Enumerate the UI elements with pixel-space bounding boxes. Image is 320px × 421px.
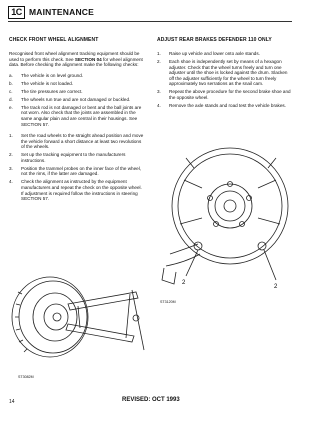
page-title: MAINTENANCE (29, 7, 95, 17)
list-item: 4. Remove the axle stands and road test the vehicle brakes. (157, 102, 286, 108)
list-item: b. The vehicle is not loaded. (9, 80, 74, 86)
left-figure-caption: ST3082M (18, 375, 34, 379)
list-item: 1. Raise up vehicle and lower onto axle stands. (157, 51, 260, 56)
section-reference: SECTION 04 (74, 56, 102, 62)
callout-label: 2 (274, 284, 278, 290)
rear-brake-illustration (158, 128, 292, 296)
list-item: a. The vehicle is on level ground. (9, 72, 84, 78)
wheel-alignment-illustration (8, 262, 148, 372)
section-heading-front-alignment: CHECK FRONT WHEEL ALIGNMENT (9, 37, 99, 43)
callout-label: 2 (182, 280, 186, 286)
front-wheel-alignment-section (9, 37, 145, 207)
brake-steps-list (157, 51, 293, 109)
intro-paragraph: Recognised front wheel alignment tracking equipment should be used to perform this check. See SECTION 04 for wheel alignment data. Before checking the alignment make the following checks: (9, 51, 143, 68)
list-item: c. The tire pressures are correct. (9, 88, 83, 94)
list-item: d. The wheels run true and are not damaged or buckled. (9, 96, 131, 102)
list-item: e. The track rod is not damaged or bent and the ball joints are not worn. Also check that the joints are assembled in the same angular plain and are central in their housings. See SECTION 57. (9, 104, 142, 127)
section-heading-rear-brakes: ADJUST REAR BRAKES DEFENDER 110 ONLY (157, 37, 272, 43)
page-header (8, 6, 292, 20)
list-item: 4. Check the alignment as instructed by the equipment manufacturers and repeat the check on the opposite wheel. If adjustment is required follow the instructions in steering SECTION 57. (9, 179, 142, 202)
list-item: 3. Repeat the above procedure for the second brake shoe and the opposite wheel. (157, 89, 291, 100)
revision-date: REVISED: OCT 1993 (122, 397, 180, 403)
list-item: 1. Set the road wheels to the straight ahead position and move the vehicle forward a short distance at least two revolutions of the wheels. (9, 133, 144, 150)
pre-check-list (9, 73, 145, 127)
alignment-steps-list (9, 133, 145, 202)
list-item: 2. Each shoe is independently set by means of a hexagon adjuster. Check that the wheel turns freely and turn one adjuster until the shoe is locked against the drum. Slacken off the adjuster sufficiently for the wheel to turn freely approximately two serrations as the snail cam. (157, 58, 288, 87)
adjust-rear-brakes-section (157, 37, 293, 114)
page-number: 14 (9, 399, 15, 405)
list-item: 3. Position the trammel probes on the inner face of the wheel, not the rims, if the latter are damaged. (9, 165, 142, 177)
section-logo: 1C (8, 6, 25, 19)
header-rule (8, 21, 292, 22)
list-item: 2. Set up the tracking equipment to the manufacturers instructions. (9, 152, 126, 163)
right-figure-caption: ST3120M (160, 300, 176, 304)
